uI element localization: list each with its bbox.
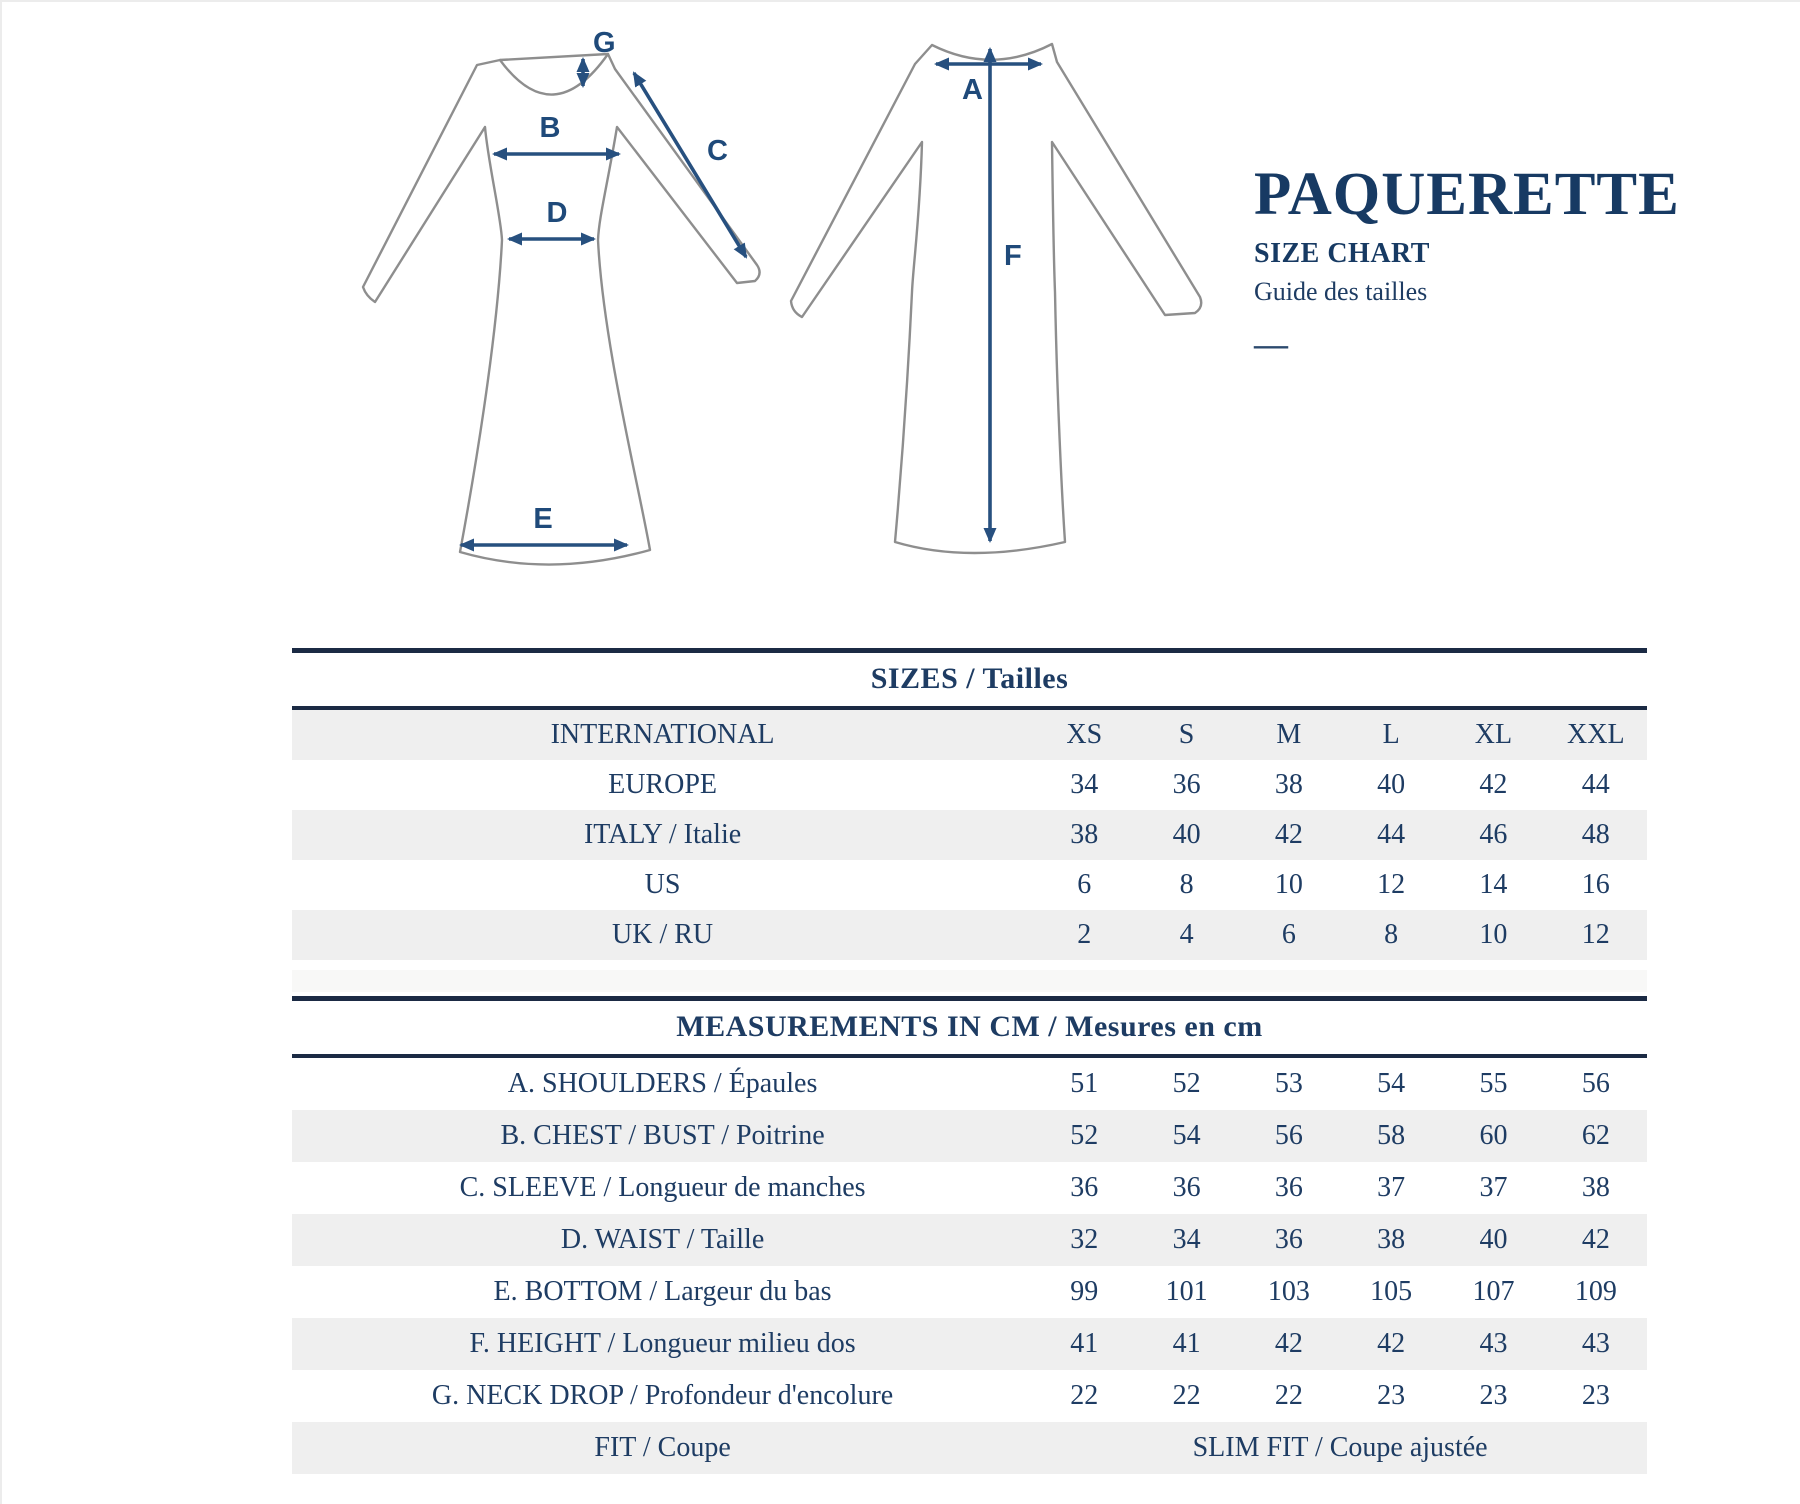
measurement-value: 22	[1070, 1380, 1099, 1411]
measurements-table	[292, 996, 1647, 1474]
measurement-value: 101	[1165, 1276, 1208, 1307]
measurement-value: 107	[1472, 1276, 1515, 1307]
size-value: 6	[1077, 869, 1092, 900]
size-value: 36	[1172, 769, 1201, 800]
row-label: A. SHOULDERS / Épaules	[507, 1068, 818, 1099]
size-value: 8	[1384, 919, 1399, 950]
size-value: XXL	[1567, 719, 1625, 750]
measurement-value: 23	[1377, 1380, 1406, 1411]
table-row	[292, 708, 1647, 760]
measurement-value: 34	[1172, 1224, 1201, 1255]
measurement-value: 43	[1479, 1328, 1508, 1359]
measurement-value: 99	[1070, 1276, 1099, 1307]
sizes-table-title: SIZES / Tailles	[292, 651, 1647, 709]
brand-name: PAQUERETTE	[1254, 161, 1680, 228]
measurement-value: 23	[1479, 1380, 1508, 1411]
table-row	[292, 1110, 1647, 1162]
measurement-value: 36	[1274, 1224, 1303, 1255]
measurements-table-title: MEASUREMENTS IN CM / Mesures en cm	[292, 999, 1647, 1057]
table-row	[292, 1370, 1647, 1422]
fit-value: SLIM FIT / Coupe ajustée	[1192, 1432, 1488, 1463]
size-chart-subtitle-fr: Guide des tailles	[1254, 276, 1428, 306]
row-label: EUROPE	[608, 769, 718, 800]
size-value: 48	[1581, 819, 1610, 850]
measurement-value: 36	[1172, 1172, 1201, 1203]
measurement-value: 23	[1581, 1380, 1610, 1411]
measurement-value: 103	[1267, 1276, 1310, 1307]
measurement-value: 55	[1479, 1068, 1508, 1099]
row-label: E. BOTTOM / Largeur du bas	[493, 1276, 832, 1307]
table-row	[292, 1266, 1647, 1318]
measurement-value: 36	[1274, 1172, 1303, 1203]
measurement-value: 37	[1479, 1172, 1508, 1203]
sizes-table-section	[292, 648, 1647, 960]
size-value: 10	[1274, 869, 1303, 900]
size-value: 38	[1070, 819, 1099, 850]
shoulders-label: A	[962, 74, 983, 106]
table-row	[292, 1318, 1647, 1370]
table-row	[292, 1162, 1647, 1214]
size-value: 2	[1077, 919, 1092, 950]
measurement-value: 54	[1377, 1068, 1406, 1099]
measurement-value: 60	[1479, 1120, 1508, 1151]
measurement-value: 105	[1370, 1276, 1413, 1307]
row-label: G. NECK DROP / Profondeur d'encolure	[431, 1380, 894, 1411]
measurement-value: 32	[1070, 1224, 1099, 1255]
table-gap-band	[292, 970, 1647, 992]
measurement-value: 22	[1274, 1380, 1303, 1411]
size-value: 40	[1172, 819, 1201, 850]
sleeve-label: C	[707, 135, 728, 167]
size-value: 42	[1479, 769, 1508, 800]
size-chart-title: SIZE CHART	[1254, 238, 1430, 269]
table-row	[292, 860, 1647, 910]
row-label: ITALY / Italie	[583, 819, 742, 850]
row-label: INTERNATIONAL	[550, 719, 775, 750]
size-value: 42	[1274, 819, 1303, 850]
brand-dash: —	[1254, 326, 1288, 364]
measurement-value: 42	[1581, 1224, 1610, 1255]
measurement-value: 58	[1377, 1120, 1406, 1151]
size-value: 16	[1581, 869, 1610, 900]
measurement-value: 42	[1274, 1328, 1303, 1359]
size-value: 14	[1479, 869, 1508, 900]
size-value: 12	[1377, 869, 1406, 900]
size-value: 10	[1479, 919, 1508, 950]
sleeve-arrow	[634, 73, 746, 257]
measurement-value: 53	[1274, 1068, 1303, 1099]
table-row	[292, 1214, 1647, 1266]
measurements-table-section	[292, 996, 1647, 1474]
measurement-value: 52	[1070, 1120, 1099, 1151]
chest-label: B	[539, 112, 561, 144]
size-value: 4	[1179, 919, 1194, 950]
dress-back-diagram	[772, 17, 1212, 587]
size-value: XL	[1474, 719, 1513, 750]
row-label: D. WAIST / Taille	[560, 1224, 765, 1255]
measurement-value: 54	[1172, 1120, 1201, 1151]
measurement-value: 51	[1070, 1068, 1099, 1099]
size-value: 34	[1070, 769, 1099, 800]
size-value: 44	[1581, 769, 1610, 800]
size-value: 44	[1377, 819, 1406, 850]
size-value: 40	[1377, 769, 1406, 800]
measurement-value: 41	[1070, 1328, 1099, 1359]
measurement-value: 40	[1479, 1224, 1508, 1255]
row-label: US	[644, 869, 681, 900]
table-title-row	[292, 651, 1647, 709]
table-row	[292, 1056, 1647, 1110]
sizes-table	[292, 648, 1647, 960]
size-value: 38	[1274, 769, 1303, 800]
neck-drop-label: G	[593, 27, 616, 59]
height-label: F	[1004, 240, 1022, 272]
measurement-value: 38	[1377, 1224, 1406, 1255]
size-value: S	[1178, 719, 1195, 750]
dress-back-outline	[791, 44, 1201, 553]
size-value: L	[1382, 719, 1400, 750]
waist-label: D	[546, 197, 568, 229]
measurement-value: 42	[1377, 1328, 1406, 1359]
dress-front-outline	[363, 54, 760, 565]
size-value: M	[1276, 719, 1302, 750]
measurement-value: 22	[1172, 1380, 1201, 1411]
table-row	[292, 760, 1647, 810]
table-row	[292, 910, 1647, 960]
measurement-value: 38	[1581, 1172, 1610, 1203]
row-label: F. HEIGHT / Longueur milieu dos	[469, 1328, 856, 1359]
size-value: 8	[1179, 869, 1194, 900]
row-label: FIT / Coupe	[594, 1432, 731, 1463]
table-title-row	[292, 999, 1647, 1057]
measurement-value: 52	[1172, 1068, 1201, 1099]
row-label: UK / RU	[612, 919, 714, 950]
dress-front-neckline	[500, 54, 608, 60]
size-value: 12	[1581, 919, 1610, 950]
size-value: XS	[1066, 719, 1103, 750]
bottom-label: E	[533, 503, 553, 535]
measurement-value: 36	[1070, 1172, 1099, 1203]
dress-front-diagram	[335, 22, 765, 587]
measurement-value: 43	[1581, 1328, 1610, 1359]
measurement-value: 62	[1581, 1120, 1610, 1151]
size-value: 46	[1479, 819, 1508, 850]
row-label: C. SLEEVE / Longueur de manches	[459, 1172, 866, 1203]
table-row	[292, 810, 1647, 860]
measurement-value: 41	[1172, 1328, 1201, 1359]
measurement-value: 56	[1581, 1068, 1610, 1099]
measurement-value: 56	[1274, 1120, 1303, 1151]
fit-row	[292, 1422, 1647, 1474]
measurement-value: 37	[1377, 1172, 1406, 1203]
size-value: 6	[1281, 919, 1296, 950]
measurement-value: 109	[1574, 1276, 1617, 1307]
brand-block	[1254, 161, 1680, 364]
row-label: B. CHEST / BUST / Poitrine	[500, 1120, 825, 1151]
